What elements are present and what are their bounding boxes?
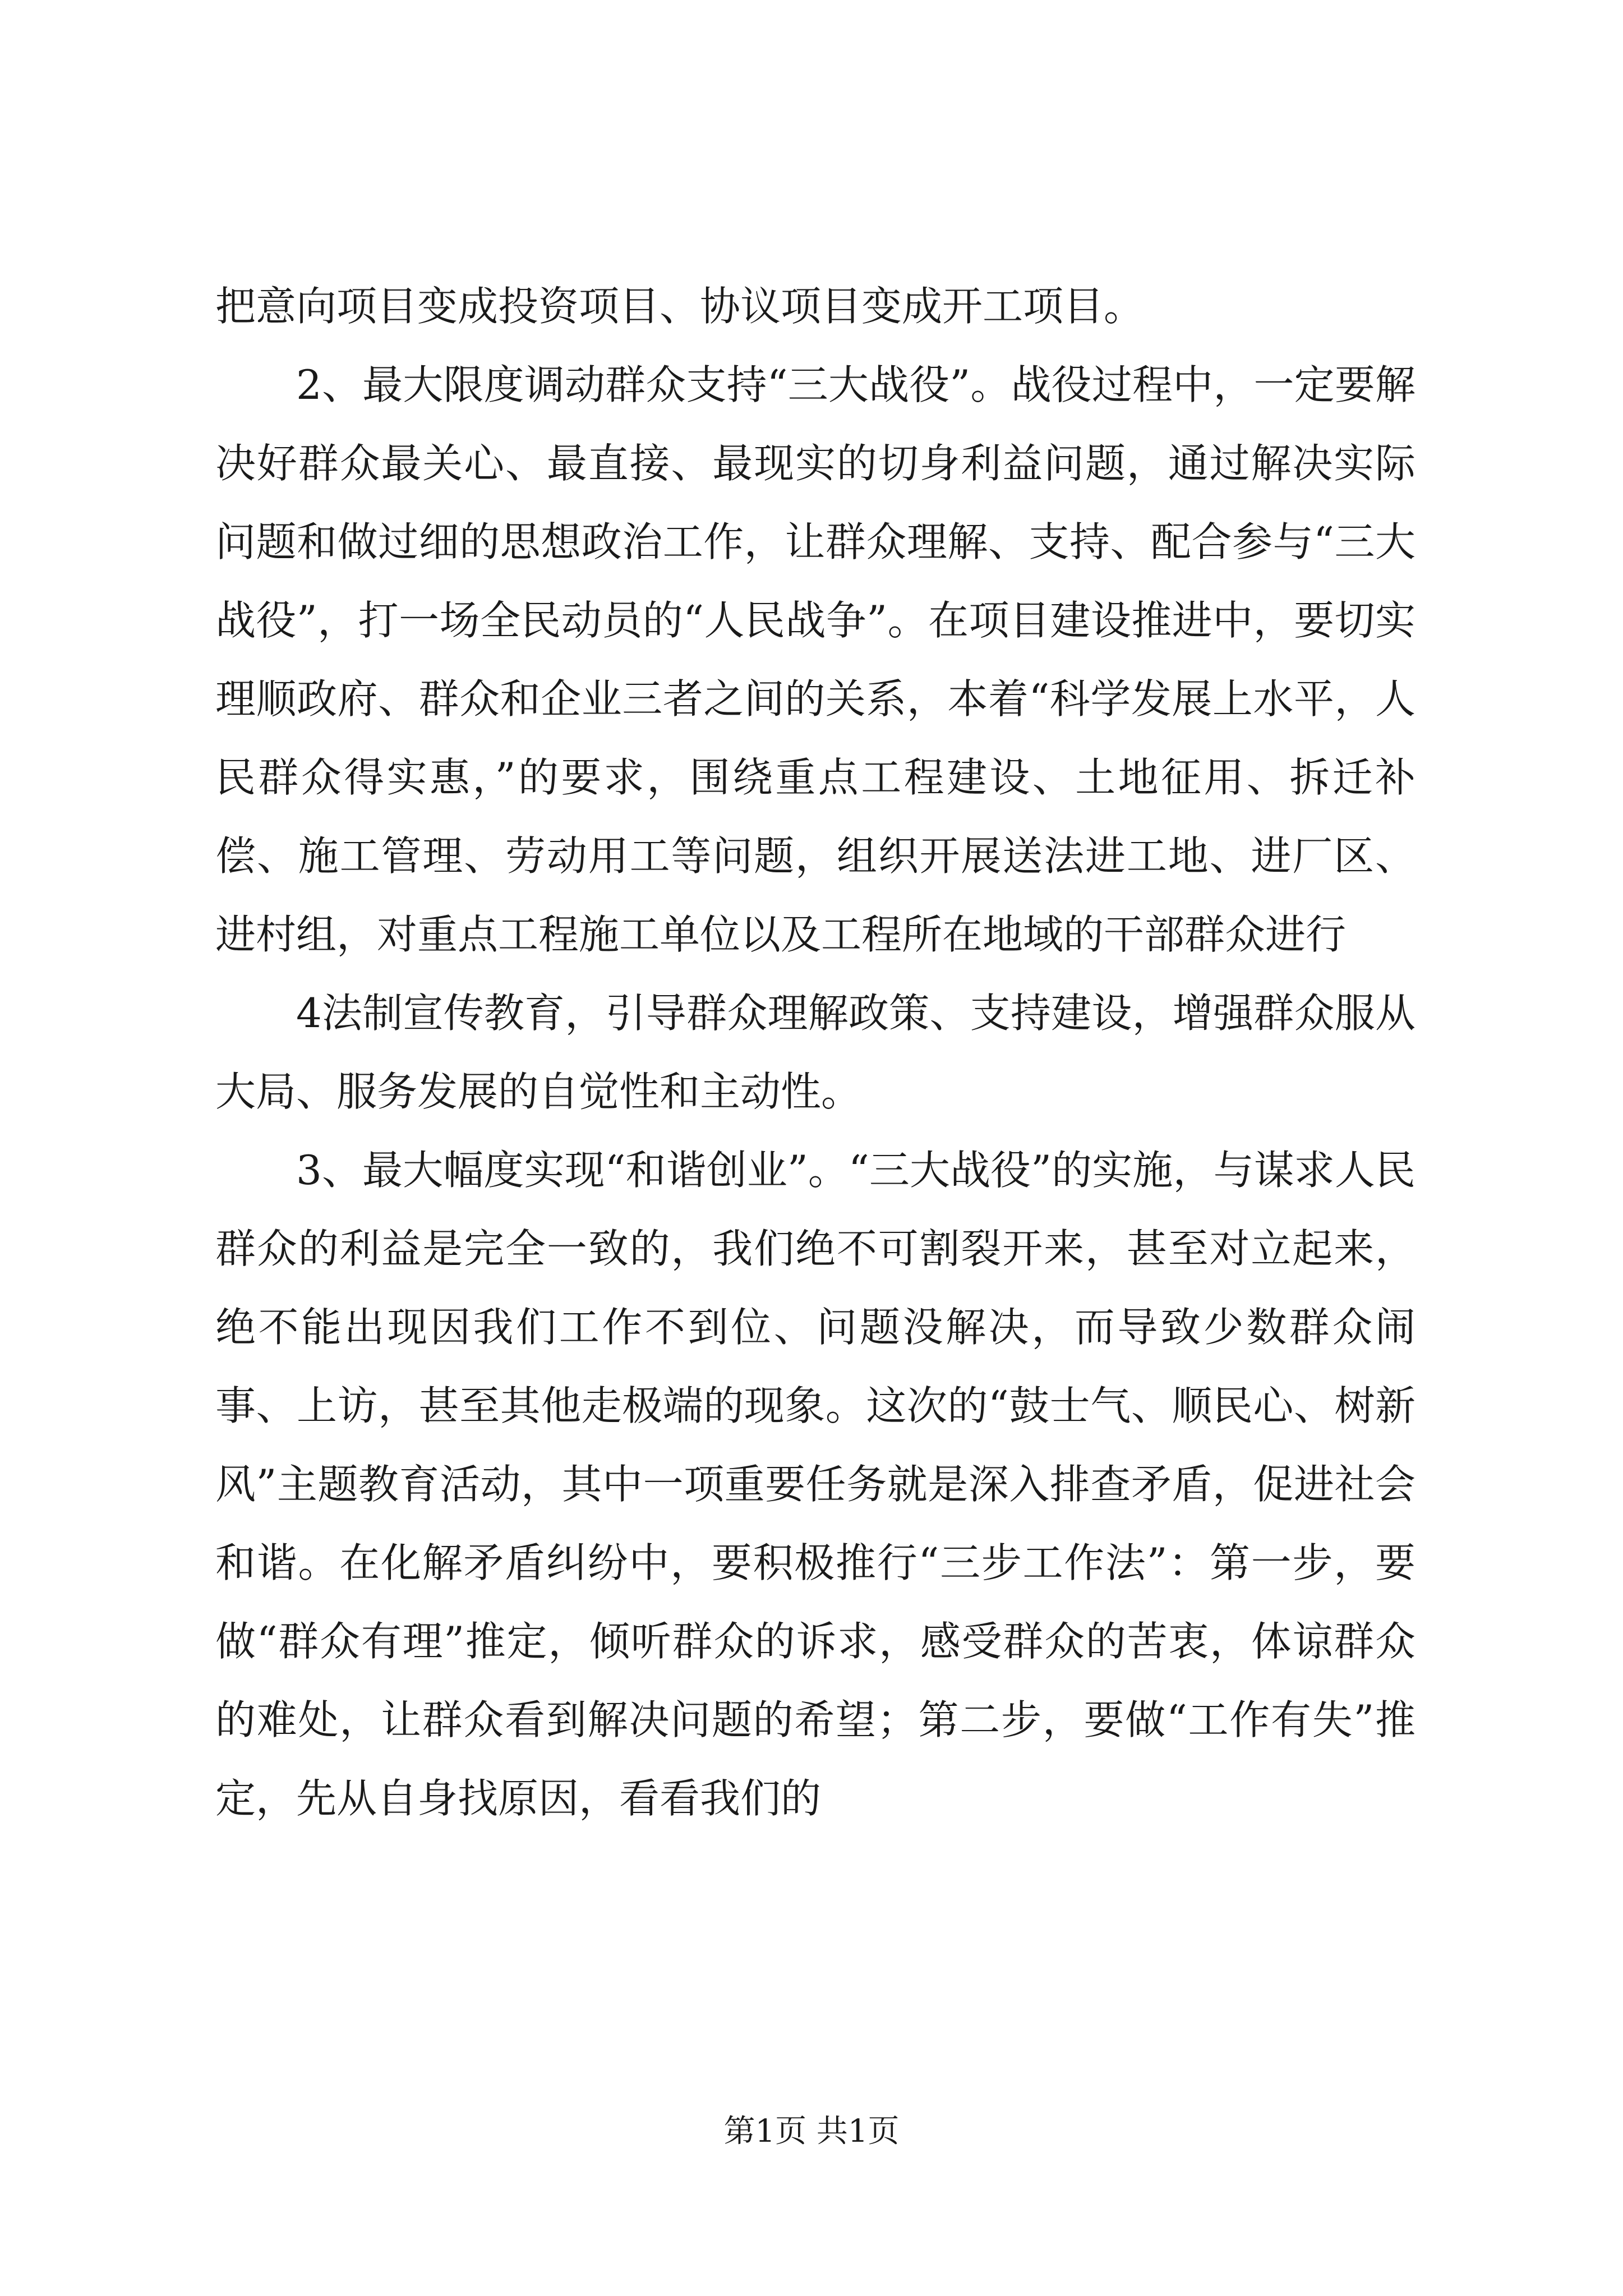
page-number-label: 第1页 共1页 (723, 2113, 900, 2150)
paragraph-continuation: 把意向项目变成投资项目、协议项目变成开工项目。 (215, 283, 1145, 330)
paragraph-section-3: 3、最大幅度实现“和谐创业”。“三大战役”的实施，与谋求人民群众的利益是完全一致的，我们绝不可割裂开来，甚至对立起来，绝不能出现因我们工作不到位、问题没解决，而导致少数群众闹事、上访，甚至其他走极端的现象。这次的“鼓士气、顺民心、树新风”主题教育活动，其中一项重要任务就是深入排查矛盾，促进社会和谐。在化解矛盾纠纷中，要积极推行“三步工作法”：第一步，要做“群众有理”推定，倾听群众的诉求，感受群众的苦衷，体谅群众的难处，让群众看到解决问题的希望；第二步，要做“工作有失”推定，先从自身找原因，看看我们的 (215, 1147, 1415, 1822)
paragraph-section-2: 2、最大限度调动群众支持“三大战役”。战役过程中，一定要解决好群众最关心、最直接、最现实的切身利益问题，通过解决实际问题和做过细的思想政治工作，让群众理解、支持、配合参与“三大战役”，打一场全民动员的“人民战争”。在项目建设推进中，要切实理顺政府、群众和企业三者之间的关系，本着“科学发展上水平，人民群众得实惠，”的要求，围绕重点工程建设、土地征用、拆迁补偿、施工管理、劳动用工等问题，组织开展送法进工地、进厂区、进村组，对重点工程施工单位以及工程所在地域的干部群众进行 (215, 361, 1415, 958)
page-footer (0, 2109, 1623, 2154)
document-body (215, 267, 1415, 1838)
paragraph-section-4: 4法制宣传教育，引导群众理解政策、支持建设，增强群众服从大局、服务发展的自觉性和主动性。 (215, 990, 1415, 1115)
